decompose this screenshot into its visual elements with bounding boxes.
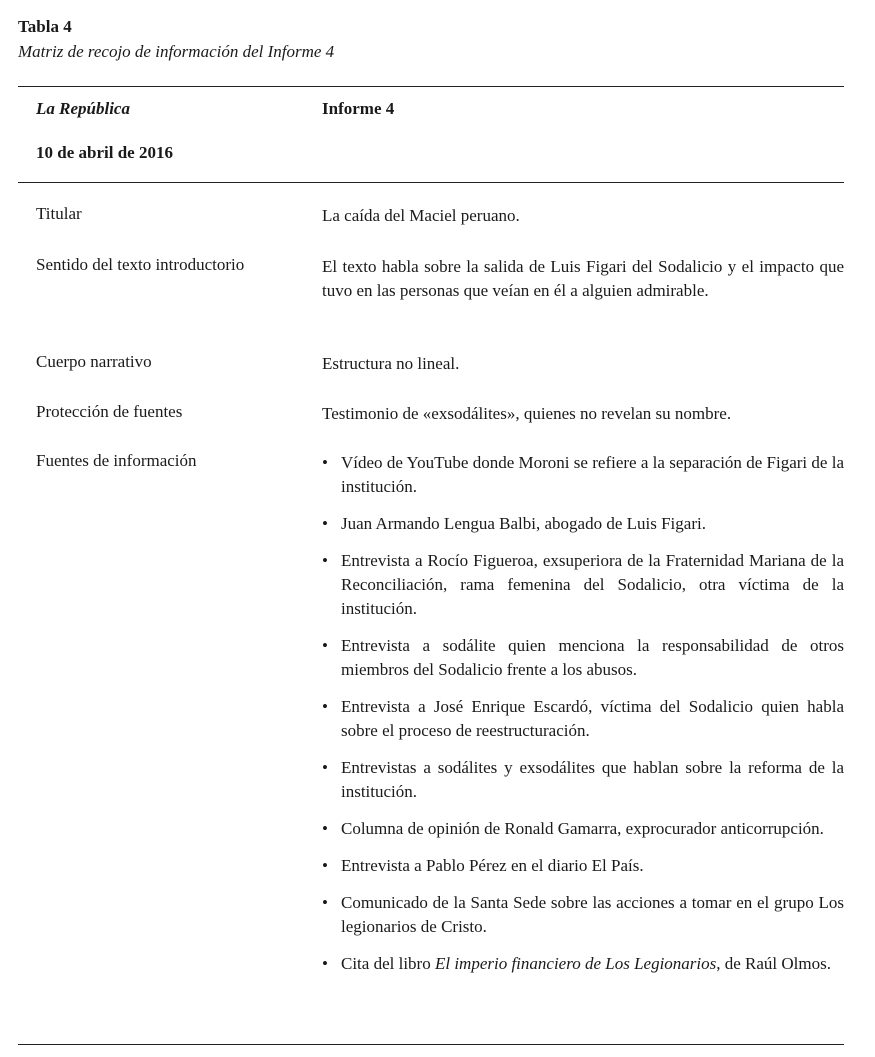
list-item-text: Entrevista a sodálite quien menciona la responsabilidad de otros miembros del Sodalicio frente a los abusos. xyxy=(341,636,844,679)
top-rule xyxy=(18,86,844,87)
citation-suffix: , de Raúl Olmos. xyxy=(716,954,831,973)
row-label-fuentes: Fuentes de información xyxy=(36,451,197,470)
book-title: El imperio financiero de Los Legionarios xyxy=(434,954,717,973)
bullet-icon: • xyxy=(322,893,328,912)
list-item-text: Entrevista a Rocío Figueroa, exsuperiora de la Fraternidad Mariana de la Reconciliación, rama femenina del Sodalicio, otra víctima de la institución. xyxy=(341,551,844,618)
row-label-titular: Titular xyxy=(36,204,82,223)
list-item xyxy=(322,854,844,878)
list-item xyxy=(322,512,844,536)
list-item xyxy=(322,756,844,804)
row-value-titular: La caída del Maciel peruano. xyxy=(322,206,520,225)
header-date: 10 de abril de 2016 xyxy=(36,143,173,162)
bullet-icon: • xyxy=(322,697,328,716)
bullet-icon: • xyxy=(322,856,328,875)
list-item xyxy=(322,634,844,682)
sources-list xyxy=(322,451,844,989)
list-item-text xyxy=(341,954,831,973)
list-item-text: Columna de opinión de Ronald Gamarra, exprocurador anticorrupción. xyxy=(341,819,824,838)
header-report: Informe 4 xyxy=(322,99,395,118)
table-caption-title: Matriz de recojo de información del Informe 4 xyxy=(18,42,335,61)
bullet-icon: • xyxy=(322,954,328,973)
row-label-proteccion: Protección de fuentes xyxy=(36,402,183,421)
list-item-text: Vídeo de YouTube donde Moroni se refiere a la separación de Figari de la institución. xyxy=(341,453,844,496)
bullet-icon: • xyxy=(322,514,328,533)
list-item xyxy=(322,817,844,841)
header-newspaper: La República xyxy=(36,99,130,118)
row-label-cuerpo: Cuerpo narrativo xyxy=(36,352,152,371)
bullet-icon: • xyxy=(322,453,328,472)
list-item xyxy=(322,549,844,621)
list-item xyxy=(322,891,844,939)
list-item xyxy=(322,451,844,499)
bullet-icon: • xyxy=(322,758,328,777)
bullet-icon: • xyxy=(322,636,328,655)
bottom-rule xyxy=(18,1044,844,1045)
list-item-text: Entrevista a Pablo Pérez en el diario El País. xyxy=(341,856,644,875)
header-rule xyxy=(18,182,844,183)
list-item-text: Comunicado de la Santa Sede sobre las acciones a tomar en el grupo Los legionarios de Cristo. xyxy=(341,893,844,936)
list-item xyxy=(322,695,844,743)
bullet-icon: • xyxy=(322,551,328,570)
citation-prefix: Cita del libro xyxy=(341,954,435,973)
list-item-text: Entrevistas a sodálites y exsodálites que hablan sobre la reforma de la institución. xyxy=(341,758,844,801)
row-value-cuerpo: Estructura no lineal. xyxy=(322,354,460,373)
list-item xyxy=(322,952,844,976)
table-caption-number: Tabla 4 xyxy=(18,17,72,36)
row-value-proteccion: Testimonio de «exsodálites», quienes no revelan su nombre. xyxy=(322,404,732,423)
bullet-icon: • xyxy=(322,819,328,838)
row-value-sentido: El texto habla sobre la salida de Luis Figari del Sodalicio y el impacto que tuvo en las personas que veían en él a alguien admirable. xyxy=(322,257,844,300)
list-item-text: Juan Armando Lengua Balbi, abogado de Luis Figari. xyxy=(341,514,706,533)
list-item-text: Entrevista a José Enrique Escardó, víctima del Sodalicio quien habla sobre el proceso de reestructuración. xyxy=(341,697,844,740)
row-label-sentido: Sentido del texto introductorio xyxy=(36,255,245,274)
